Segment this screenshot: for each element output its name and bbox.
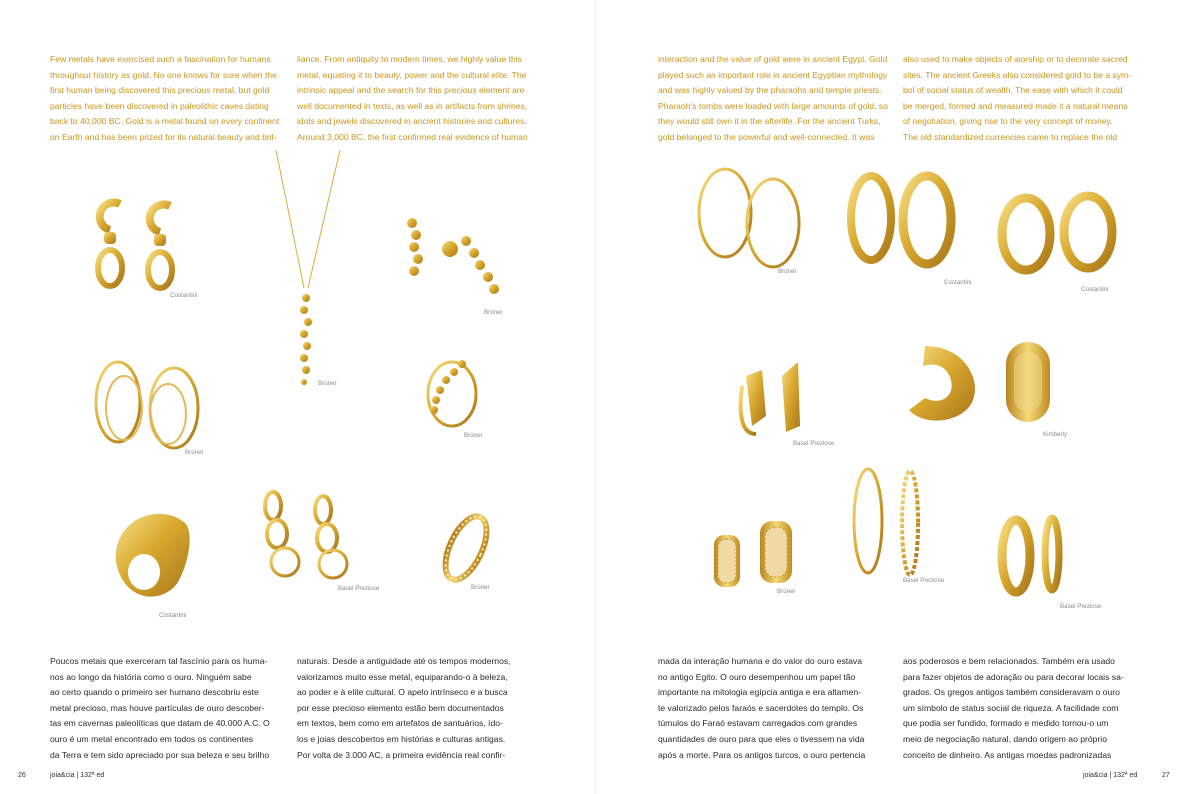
- text-line: The old standardized currencies came to replace the old: [903, 131, 1118, 142]
- text-line: após a morte. Para os antigos turcos, o ouro pertencia: [658, 749, 866, 760]
- text-line: played such an important role in ancient Egyptian mythology: [658, 69, 888, 80]
- text-line: first human being discovered this precious metal, but gold: [50, 85, 270, 96]
- hoop-earrings-image: [845, 168, 960, 273]
- right-pt-column-2: [903, 654, 1141, 763]
- text-line: Pharaoh's tombs were loaded with large amounts of gold, so: [658, 100, 888, 111]
- text-line: te valorizado pelos faraós e sacerdotes do templo. Os: [658, 702, 864, 713]
- brand-caption: Costantini: [1081, 286, 1109, 293]
- brand-caption: Basel Preziose: [793, 440, 835, 447]
- text-line: que podia ser fundido, formado e medido tornou-o um: [903, 718, 1109, 729]
- page-number: 27: [1162, 772, 1170, 779]
- text-line: metal, equating it to beauty, power and the cultural elite. The: [297, 69, 527, 80]
- hoop-earrings-image: [996, 188, 1121, 278]
- text-line: no antigo Egito. O ouro desempenhou um papel tão: [658, 671, 856, 682]
- text-line: on Earth and has been prized for its natural beauty and bril-: [50, 131, 277, 142]
- text-line: interaction and the value of gold were in ancient Egypt. Gold: [658, 54, 888, 64]
- ring-image: [432, 508, 502, 588]
- text-line: Around 3,000 BC, the first confirmed real evidence of human: [297, 131, 528, 142]
- brand-caption: Brüner: [471, 584, 490, 591]
- brand-caption: Costantini: [944, 279, 972, 286]
- brand-caption: Costantini: [170, 292, 198, 299]
- text-line: idols and jewels discovered in ancient histories and cultures.: [297, 116, 527, 127]
- brand-caption: Basel Preziose: [903, 577, 945, 584]
- brand-caption: Brüner: [777, 588, 796, 595]
- brand-caption: Basel Preziose: [338, 585, 380, 592]
- text-line: metal precioso, mas houve partículas de ouro descober-: [50, 702, 265, 713]
- hoop-earring-image: [998, 334, 1058, 430]
- ring-image: [418, 352, 488, 432]
- footer-magazine-info: [1083, 772, 1137, 779]
- earrings-image: [90, 352, 210, 452]
- brand-caption: Brüner: [464, 432, 483, 439]
- text-line: conceito de dinheiro. As antigas moedas padronizadas: [903, 749, 1112, 760]
- necklace-image: [268, 148, 348, 388]
- text-line: particles have been discovered in paleolithic caves dating: [50, 100, 269, 111]
- brand-caption: Brüner: [778, 268, 797, 275]
- page-number: 26: [18, 772, 26, 779]
- text-line: meio de negociação natural, dando origem ao próprio: [903, 733, 1107, 744]
- hoop-earring-image: [895, 340, 985, 430]
- text-line: da Terra e tem sido apreciado por sua beleza e seu brilho: [50, 749, 270, 760]
- left-en-column-2: [297, 52, 537, 146]
- footer-magazine-info: [50, 772, 104, 779]
- text-line: gold belonged to the powerful and well-connected. It was: [658, 131, 875, 142]
- text-line: be merged, formed and measured made it a natural means: [903, 100, 1128, 111]
- text-line: los e joias descobertos em histórias e culturas antigas.: [297, 733, 506, 744]
- edition-number: 132ª ed: [1113, 772, 1138, 779]
- left-pt-column-1: [50, 654, 293, 763]
- earrings-image: [400, 215, 510, 305]
- text-line: quantidades de ouro para que eles o tivessem na vida: [658, 733, 865, 744]
- text-line: por esse precioso elemento estão bem documentados: [297, 702, 504, 713]
- text-line: grados. Os gregos antigos também consideravam o ouro: [903, 687, 1120, 698]
- text-line: túmulos do Faraó estavam carregados com grandes: [658, 718, 858, 729]
- earrings-image: [88, 190, 188, 300]
- right-en-column-1: [658, 52, 895, 146]
- right-en-column-2: [903, 52, 1141, 146]
- text-line: they would still own it in the afterlife. For the ancient Turks,: [658, 116, 881, 127]
- footer-separator: |: [76, 772, 81, 779]
- earrings-image: [708, 515, 803, 590]
- magazine-name: joia&cia: [1083, 772, 1108, 779]
- text-line: mada da interação humana e do valor do ouro estava: [658, 656, 862, 666]
- left-pt-column-2: [297, 654, 537, 763]
- text-line: of negotiation, giving rise to the very concept of money.: [903, 116, 1113, 127]
- text-line: Poucos metais que exerceram tal fascínio para os huma-: [50, 656, 268, 666]
- text-line: liance. From antiquity to modern times, we highly value this: [297, 54, 522, 64]
- hoop-earrings-image: [848, 465, 938, 580]
- ring-image: [104, 500, 194, 610]
- footer-separator: |: [1109, 772, 1114, 779]
- edition-number: 132ª ed: [80, 772, 105, 779]
- text-line: also used to make objects of worship or to decorate sacred: [903, 54, 1128, 64]
- brand-caption: Brüner: [318, 380, 337, 387]
- text-line: nos ao longo da história como o ouro. Ninguém sabe: [50, 671, 252, 682]
- brand-caption: Costantini: [159, 612, 187, 619]
- magazine-name: joia&cia: [50, 772, 75, 779]
- brand-caption: Brüner: [484, 309, 503, 316]
- text-line: importante na mitologia egípcia antiga e era altamen-: [658, 687, 862, 698]
- text-line: um símbolo de status social de riqueza. A facilidade com: [903, 702, 1119, 713]
- text-line: Few metals have exercised such a fascination for humans: [50, 54, 271, 64]
- right-pt-column-1: [658, 654, 895, 763]
- text-line: naturais. Desde a antiguidade até os tempos modernos,: [297, 656, 511, 666]
- left-en-column-1: [50, 52, 293, 146]
- text-line: intrinsic appeal and the search for this precious element are: [297, 85, 525, 96]
- brand-caption: Brüner: [185, 449, 204, 456]
- earrings-image: [732, 356, 812, 440]
- brand-caption: Kimberly: [1043, 431, 1068, 438]
- text-line: ao certo quando o primeiro ser humano descobriu este: [50, 687, 259, 698]
- text-line: bol of social status of wealth. The ease with which it could: [903, 85, 1123, 96]
- text-line: valorizamos muito esse metal, equiparando-o à beleza,: [297, 671, 508, 682]
- text-line: tas em cavernas paleolíticas que datam de 40.000 A.C. O: [50, 718, 270, 729]
- text-line: em textos, bem como em artefatos de santuários, ído-: [297, 718, 503, 729]
- text-line: sites. The ancient Greeks also considered gold to be a sym-: [903, 69, 1132, 80]
- text-line: throughout history as gold. No one knows for sure when the: [50, 69, 277, 80]
- text-line: para fazer objetos de adoração ou para decorar locais sa-: [903, 671, 1124, 682]
- text-line: and was highly valued by the pharaohs and temple priests.: [658, 85, 882, 96]
- hoop-earrings-image: [996, 510, 1066, 600]
- text-line: aos poderosos e bem relacionados. Também era usado: [903, 656, 1115, 666]
- text-line: well documented in texts, as well as in artifacts from shrines,: [297, 100, 528, 111]
- text-line: Por volta de 3.000 AC, a primeira evidência real confir-: [297, 749, 506, 760]
- earrings-image: [255, 482, 355, 582]
- hoop-earrings-image: [695, 165, 805, 275]
- brand-caption: Basel Preziose: [1060, 603, 1102, 610]
- page-gutter: [594, 0, 596, 794]
- text-line: back to 40,000 BC. Gold is a metal found on every continent: [50, 116, 280, 127]
- text-line: ouro é um metal encontrado em todos os continentes: [50, 733, 254, 744]
- text-line: ao poder e à elite cultural. O apelo intrínseco e a busca: [297, 687, 508, 698]
